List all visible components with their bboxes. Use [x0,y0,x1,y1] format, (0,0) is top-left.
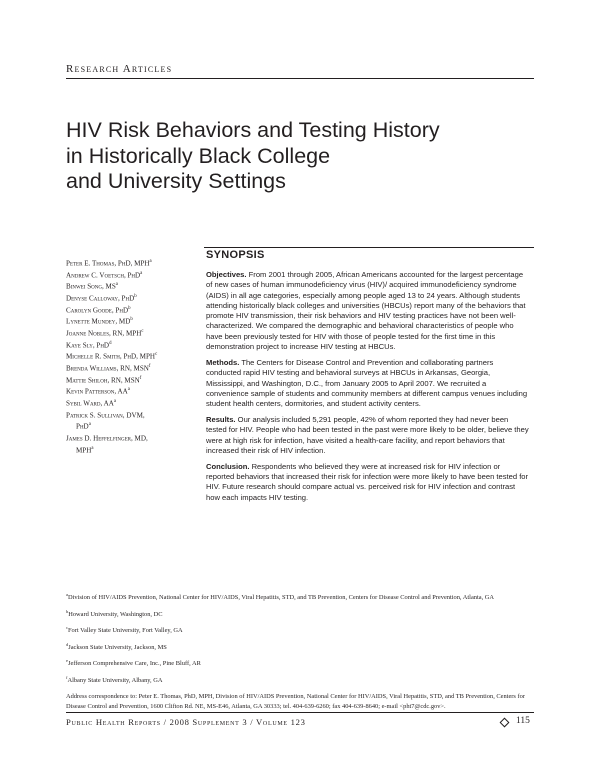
synopsis-heading: SYNOPSIS [206,249,265,261]
footer-rule [66,712,534,713]
affiliation-footnote: $^b$Howard University, Washington, DC [66,608,163,618]
objectives-label: Objectives. [206,270,247,279]
article-title [66,118,486,195]
conclusion-paragraph [206,462,530,503]
correspondence-footnote: Address correspondence to: Peter E. Thomas, PhD, MPH, Division of HIV/AIDS Prevention, National Center for HIV/AIDS, Viral Hepatitis, STD, and TB Prevention, Centers for Disease Control and Prevention, 1600 Clifton Rd. NE, MS-E46, Atlanta, GA 30333; tel. 404-639-6260; fax 404-639-8640; e-mail <pht7@cdc.gov>. [66,693,525,710]
author: Kaye Sly, PhD$^d$ [66,340,112,349]
results-label: Results. [206,415,236,425]
author-continuation: MPH$^a$ [76,445,94,454]
author: James D. Heffelfinger, MD, [66,434,148,443]
author: Joanne Nobles, RN, MPH$^c$ [66,328,144,338]
page-number: 115 [516,716,530,726]
objectives-text: From 2001 through 2005, African Americans accounted for the largest percentage of new cases of human immunodeficiency virus (HIV)/ acquired immunodeficiency syndrome (AIDS) in all age categories, especially among people aged 13 to 24 years. Although students attending historically black colleges and universities (HBCUs) report many of the behaviors that promote HIV transmission, their risk behaviors and HIV testing practices have not been well-characterized. We compared the demographic and behavioral characteristics of people who have been previously tested for HIV with those of people tested for the first time in this demonstration project to increase HIV testing at HBCUs. [206,270,526,352]
author: Peter E. Thomas, PhD, MPH$^a$ [66,259,152,268]
author: Denyse Calloway, PhD$^b$ [66,293,137,303]
section-label: Research Articles [66,63,173,75]
conclusion-label: Conclusion. [206,461,250,471]
header-rule [66,78,534,79]
affiliation-footnote: $^a$Division of HIV/AIDS Prevention, National Center for HIV/AIDS, Viral Hepatitis, STD, and TB Prevention, Centers for Disease Control and Prevention, Atlanta, GA [66,592,495,602]
author: Michelle R. Smith, PhD, MPH$^c$ [66,352,158,361]
author: Andrew C. Voetsch, PhD$^a$ [66,270,143,280]
author: Lynette Mundey, $MD^b$ [66,317,133,326]
conclusion-text: Respondents who believed they were at increased risk for HIV infection or reported behaviors that increased their risk for infection were more likely to have been tested for HIV. Future research should compare actual vs. perceived risk for HIV infection and contrast how each impacts HIV testing. [206,461,529,502]
author-continuation: PhD$^a$ [76,422,91,431]
abstract [206,270,530,509]
title-line: HIV Risk Behaviors and Testing History [66,118,440,142]
author-list [66,257,206,455]
author: Brenda Williams, RN, MSN$^f$ [66,363,151,373]
author: Kevin Patterson, $AA^a$ [66,387,130,396]
results-text: Our analysis included 5,291 people, 42% of whom reported they had never been tested for HIV. People who had been tested in the past were more likely to be older, believe they were at high risk for infection, have visited a health-care facility, and report behaviors that increased their risk of HIV infection. [206,415,529,455]
author: Mattie Shiloh, RN, MSN$^f$ [66,375,142,384]
methods-label: Methods. [206,357,240,367]
objectives-paragraph [206,270,530,352]
author: Sybil Ward, $AA^a$ [66,398,117,408]
diamond-icon [500,718,510,728]
affiliation-footnote: $^e$Jefferson Comprehensive Care, Inc., Pine Bluff, AR [66,658,201,668]
author: Patrick S. Sullivan, DVM, [66,410,145,419]
title-line: in Historically Black College [66,143,331,168]
results-paragraph [206,415,530,456]
author: Carolyn Goode, PhD$^b$ [66,305,131,314]
affiliation-footnote: $^f$Albany State University, Albany, GA [66,674,163,684]
methods-paragraph [206,358,530,409]
affiliation-footnote: $^d$Jackson State University, Jackson, MS [66,641,167,651]
methods-text: The Centers for Disease Control and Prevention and collaborating partners conducted rapid HIV testing and behavioral surveys at HBCUs in Arkansas, Georgia, Mississippi, and Washington, D.C., from January 2005 to April 2007. We recruited a convenience sample of students and community members at different campus venues including student health centers, dormitories, and student activity centers. [206,357,528,409]
affiliation-footnote: $^c$Fort Valley State University, Fort Valley, GA [66,625,183,635]
title-line: and University Settings [66,169,286,193]
synopsis-rule [204,247,534,248]
footnotes [66,590,530,715]
journal-citation: Public Health Reports / 2008 Supplement 3 / Volume 123 [66,717,306,727]
author: Binwei Song, $MS^a$ [66,282,118,291]
